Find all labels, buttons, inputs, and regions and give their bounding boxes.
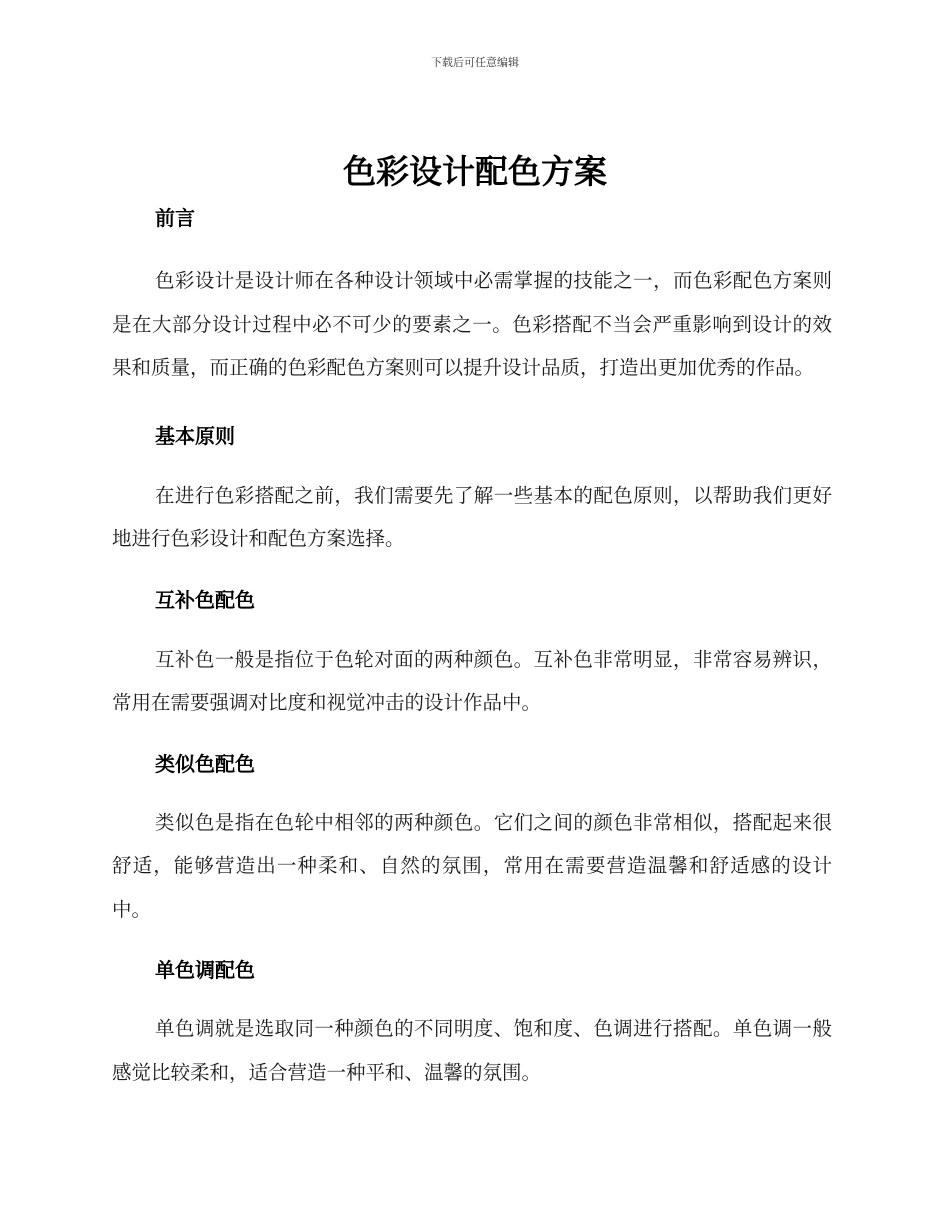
- section-paragraph: 单色调就是选取同一种颜色的不同明度、饱和度、色调进行搭配。单色调一般感觉比较柔和，适合营造一种平和、温馨的氛围。: [112, 1017, 832, 1084]
- section-heading: 单色调配色: [155, 958, 255, 982]
- section-heading: 类似色配色: [155, 751, 255, 776]
- section-basic-principles: [112, 421, 832, 561]
- section-preface: [112, 203, 832, 390]
- section-heading: 互补色配色: [155, 587, 255, 612]
- section-paragraph: 互补色一般是指位于色轮对面的两种颜色。互补色非常明显，非常容易辨识，常用在需要强调对比度和视觉冲击的设计作品中。: [112, 647, 832, 714]
- page-header: 下载后可任意编辑: [431, 56, 519, 69]
- section-monochrome: [112, 955, 832, 1094]
- document-body: [112, 203, 832, 1094]
- section-paragraph: 色彩设计是设计师在各种设计领域中必需掌握的技能之一，而色彩配色方案则是在大部分设计过程中必不可少的要素之一。色彩搭配不当会严重影响到设计的效果和质量，而正确的色彩配色方案则可以提升设计品质，打造出更加优秀的作品。: [112, 269, 832, 379]
- section-complementary: [112, 585, 832, 725]
- document-title: 色彩设计配色方案: [343, 152, 607, 191]
- section-heading: 基本原则: [155, 423, 235, 448]
- section-paragraph: 类似色是指在色轮中相邻的两种颜色。它们之间的颜色非常相似，搭配起来很舒适，能够营造出一种柔和、自然的氛围，常用在需要营造温馨和舒适感的设计中。: [112, 810, 832, 921]
- section-analogous: [112, 749, 832, 932]
- section-paragraph: 在进行色彩搭配之前，我们需要先了解一些基本的配色原则，以帮助我们更好地进行色彩设计和配色方案选择。: [112, 483, 832, 550]
- section-heading: 前言: [155, 206, 195, 230]
